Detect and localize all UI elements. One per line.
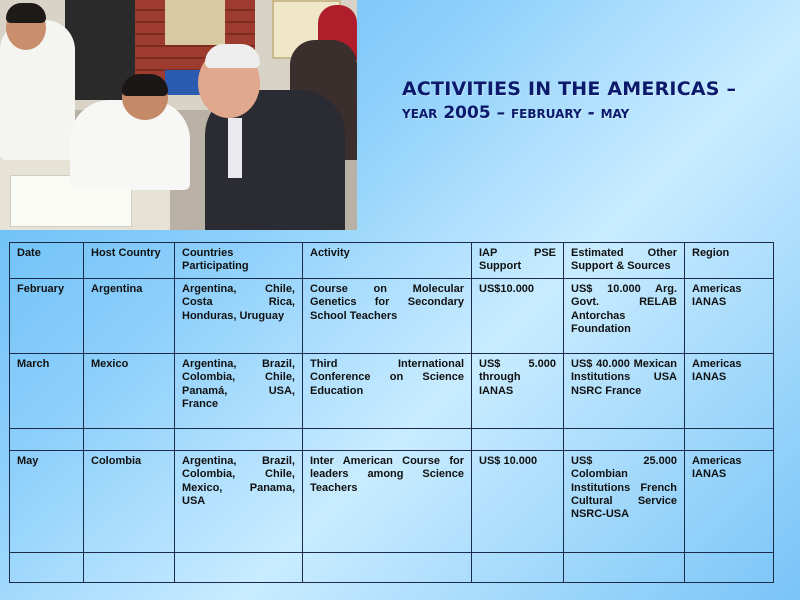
- header-cell: Date: [10, 243, 84, 279]
- table-cell: [685, 552, 774, 582]
- header-cell: Estimated Other Support & Sources: [564, 243, 685, 279]
- table-row: [10, 278, 774, 353]
- table-cell: US$ 25.000 Colombian Institutions French Cultural Service NSRC-USA: [564, 450, 685, 552]
- table-header-row: [10, 243, 774, 279]
- header-cell: IAP PSE Support: [472, 243, 564, 279]
- table-cell: [175, 552, 303, 582]
- table-row: [10, 428, 774, 450]
- photo-man-hair: [205, 44, 260, 68]
- table-row: [10, 450, 774, 552]
- table-cell: [84, 428, 175, 450]
- table-cell: US$10.000: [472, 278, 564, 353]
- table-cell: Colombia: [84, 450, 175, 552]
- header-cell: Region: [685, 243, 774, 279]
- slide-title: [402, 78, 800, 123]
- table-cell: US$ 5.000 through IANAS: [472, 353, 564, 428]
- table-row: [10, 552, 774, 582]
- table-cell: [472, 552, 564, 582]
- table-cell: Argentina, Brazil, Colombia, Chile, Panamá, USA, France: [175, 353, 303, 428]
- table-cell: [303, 428, 472, 450]
- table-cell: [84, 552, 175, 582]
- table-cell: [175, 428, 303, 450]
- table-cell: US$ 10.000: [472, 450, 564, 552]
- header-cell: Activity: [303, 243, 472, 279]
- table-cell: February: [10, 278, 84, 353]
- table-cell: [10, 552, 84, 582]
- photo-poster: [165, 0, 225, 45]
- table-cell: Argentina: [84, 278, 175, 353]
- header-cell: Host Country: [84, 243, 175, 279]
- photo-student-writing-hair: [122, 74, 168, 96]
- table-cell: Americas IANAS: [685, 353, 774, 428]
- activities-table: [9, 242, 774, 583]
- table-cell: Argentina, Chile, Costa Rica, Honduras, Uruguay: [175, 278, 303, 353]
- table-cell: [564, 552, 685, 582]
- table-cell: May: [10, 450, 84, 552]
- header-cell: Countries Participating: [175, 243, 303, 279]
- table-cell: [10, 428, 84, 450]
- table-cell: US$ 40.000 Mexican Institutions USA NSRC France: [564, 353, 685, 428]
- table-cell: March: [10, 353, 84, 428]
- title-line-1: ACTIVITIES IN THE AMERICAS –: [402, 78, 737, 100]
- table-row: [10, 353, 774, 428]
- table-cell: Argentina, Brazil, Colombia, Chile, Mexico, Panama, USA: [175, 450, 303, 552]
- table-cell: Course on Molecular Genetics for Secondary School Teachers: [303, 278, 472, 353]
- photo-man-shirt: [228, 118, 242, 178]
- photo-blue-box: [165, 70, 200, 95]
- table-cell: [472, 428, 564, 450]
- table-cell: Inter American Course for leaders among Science Teachers: [303, 450, 472, 552]
- table-cell: [685, 428, 774, 450]
- table-cell: Mexico: [84, 353, 175, 428]
- classroom-photo: [0, 0, 357, 230]
- table-cell: Third International Conference on Science Education: [303, 353, 472, 428]
- table-cell: US$ 10.000 Arg. Govt. RELAB Antorchas Foundation: [564, 278, 685, 353]
- table-cell: [303, 552, 472, 582]
- photo-student-left-hair: [6, 3, 46, 23]
- table-cell: Americas IANAS: [685, 450, 774, 552]
- table-cell: [564, 428, 685, 450]
- title-line-2: year 2005 – february - may: [402, 103, 630, 123]
- table-cell: Americas IANAS: [685, 278, 774, 353]
